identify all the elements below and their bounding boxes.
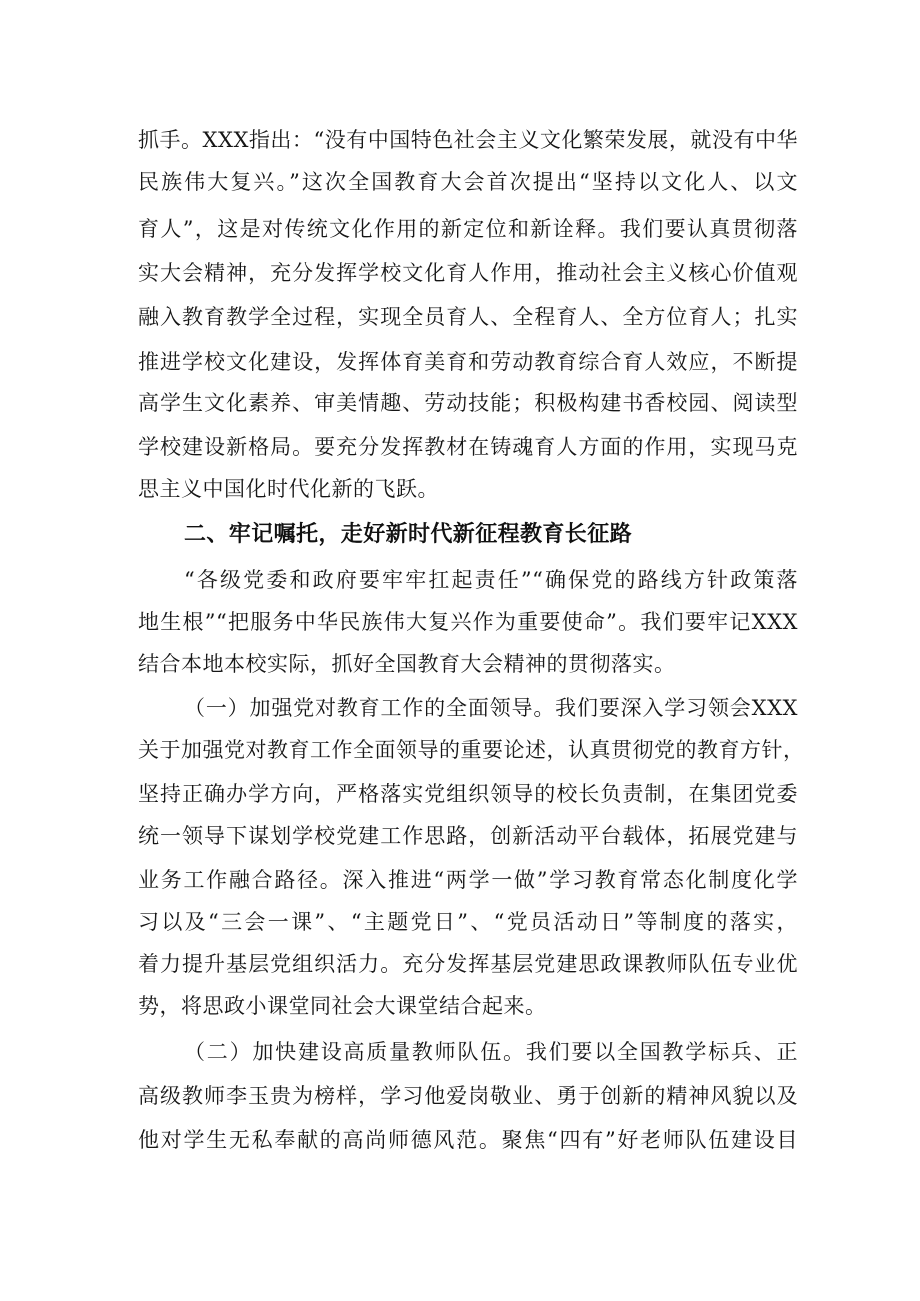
paragraph-1-line-2: 民族伟大复兴。”这次全国教育大会首次提出“坚持以文化人、以文 [138, 170, 798, 194]
paragraph-1-line-8: 学校建设新格局。要充分发挥教材在铸魂育人方面的作用，实现马克 [138, 435, 798, 459]
paragraph-2-line-2: 地生根”“把服务中华民族伟大复兴作为重要使命”。我们要牢记XXX [138, 610, 798, 634]
paragraph-1-line-1: 抓手。XXX指出：“没有中国特色社会主义文化繁荣发展，就没有中华 [138, 128, 798, 152]
paragraph-2-line-1: “各级党委和政府要牢牢扛起责任”“确保党的路线方针政策落 [184, 568, 798, 592]
paragraph-1-line-4: 实大会精神，充分发挥学校文化育人作用，推动社会主义核心价值观 [138, 261, 798, 285]
paragraph-3-line-5: 业务工作融合路径。深入推进“两学一做”学习教育常态化制度化学 [138, 868, 798, 892]
paragraph-1-line-9: 思主义中国化时代化新的飞跃。 [138, 477, 439, 501]
paragraph-1-line-3: 育人”，这是对传统文化作用的新定位和新诠释。我们要认真贯彻落 [138, 217, 798, 241]
section-heading: 二、牢记嘱托，走好新时代新征程教育长征路 [184, 522, 633, 547]
paragraph-3-line-6: 习以及“三会一课”、“主题党日”、“党员活动日”等制度的落实， [138, 910, 798, 934]
paragraph-4-line-1: （二）加快建设高质量教师队伍。我们要以全国教学标兵、正 [184, 1040, 798, 1064]
paragraph-3-line-3: 坚持正确办学方向，严格落实党组织领导的校长负责制，在集团党委 [138, 782, 798, 806]
paragraph-3-line-1: （一）加强党对教育工作的全面领导。我们要深入学习领会XXX [184, 696, 798, 720]
paragraph-3-line-2: 关于加强党对教育工作全面领导的重要论述，认真贯彻党的教育方针， [138, 738, 805, 762]
paragraph-1-line-6: 推进学校文化建设，发挥体育美育和劳动教育综合育人效应，不断提 [138, 350, 798, 374]
paragraph-2-line-3: 结合本地本校实际，抓好全国教育大会精神的贯彻落实。 [138, 652, 676, 676]
paragraph-3-line-4: 统一领导下谋划学校党建工作思路，创新活动平台载体，拓展党建与 [138, 824, 798, 848]
paragraph-3-line-7: 着力提升基层党组织活力。充分发挥基层党建思政课教师队伍专业优 [138, 952, 798, 976]
paragraph-1-line-5: 融入教育教学全过程，实现全员育人、全程育人、全方位育人；扎实 [138, 305, 798, 329]
paragraph-4-line-3: 他对学生无私奉献的高尚师德风范。聚焦“四有”好老师队伍建设目 [138, 1128, 798, 1152]
paragraph-1-line-7: 高学生文化素养、审美情趣、劳动技能；积极构建书香校园、阅读型 [138, 391, 798, 415]
paragraph-4-line-2: 高级教师李玉贵为榜样，学习他爱岗敬业、勇于创新的精神风貌以及 [138, 1084, 798, 1108]
paragraph-3-line-8: 势，将思政小课堂同社会大课堂结合起来。 [138, 994, 547, 1018]
